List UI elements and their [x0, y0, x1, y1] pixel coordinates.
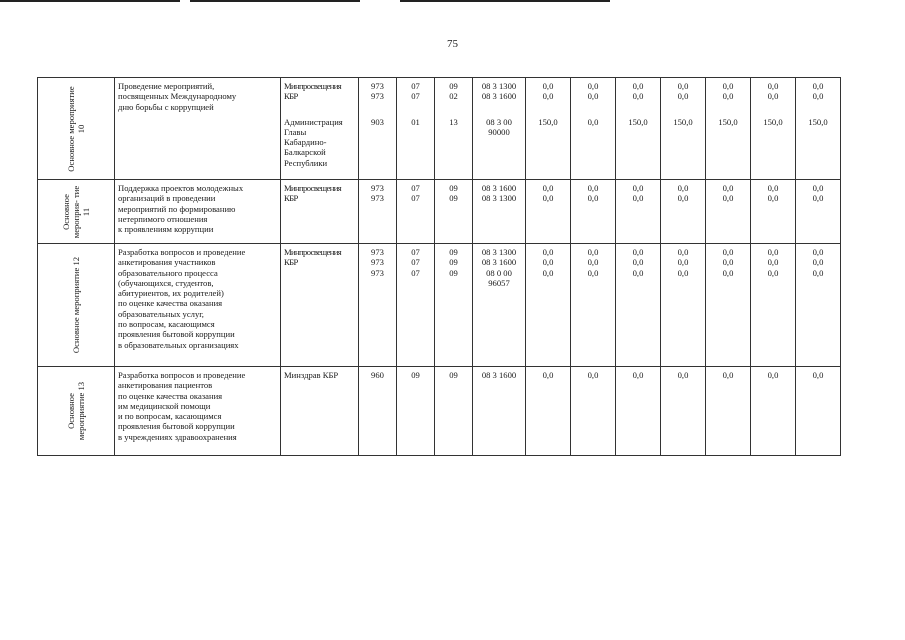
value-cell: 150,0: [751, 109, 796, 180]
value-cell: 0,0 0,0: [796, 180, 841, 244]
value-cell: 0,0 0,0 0,0: [571, 244, 616, 367]
value-cell: 0,0: [571, 367, 616, 456]
value-cell: 150,0: [796, 109, 841, 180]
value-cell: 0,0 0,0: [616, 78, 661, 109]
value-cell: 0,0 0,0: [661, 180, 706, 244]
value-cell: 0,0 0,0 0,0: [706, 244, 751, 367]
value-cell: 0,0: [796, 367, 841, 456]
event-label-cell: [38, 367, 115, 456]
rz-cell: 01: [397, 109, 435, 180]
csr-cell: 08 3 1300 08 3 1600 08 0 00 96057: [473, 244, 526, 367]
scan-artifact-line: [0, 0, 180, 2]
value-cell: 150,0: [526, 109, 571, 180]
value-cell: 150,0: [706, 109, 751, 180]
executor: Администрация Главы Кабардино- Балкарской Республики: [281, 109, 359, 180]
value-cell: 0,0: [706, 367, 751, 456]
executor-cell: [281, 78, 359, 109]
scan-artifact-line: [190, 0, 360, 2]
value-cell: 0,0 0,0 0,0: [751, 244, 796, 367]
grbs-cell: 973 973: [359, 78, 397, 109]
budget-table: [37, 77, 841, 456]
value-cell: 150,0: [616, 109, 661, 180]
value-cell: 0,0: [751, 367, 796, 456]
executor-cell: [281, 244, 359, 367]
rz-cell: 09: [397, 367, 435, 456]
event-label: Основное мероприя- тие 11: [61, 185, 91, 238]
value-cell: 0,0 0,0: [796, 78, 841, 109]
value-cell: 0,0 0,0 0,0: [526, 244, 571, 367]
table-row: [38, 78, 841, 109]
value-cell: 0,0 0,0: [526, 180, 571, 244]
executor: Минпросвещения КБР: [284, 247, 342, 268]
csr-cell: 08 3 00 90000: [473, 109, 526, 180]
value-cell: 0,0 0,0: [706, 180, 751, 244]
executor-cell: [281, 180, 359, 244]
table-row: [38, 367, 841, 456]
csr-cell: 08 3 1600 08 3 1300: [473, 180, 526, 244]
pr-cell: 09 09: [435, 180, 473, 244]
csr-cell: 08 3 1300 08 3 1600: [473, 78, 526, 109]
value-cell: 0,0 0,0: [526, 78, 571, 109]
event-description: Разработка вопросов и проведение анкетирования пациентов по оценке качества оказания им медицинской помощи и по вопросам, касающимся проявления бытовой коррупции в учреждениях здравоохранения: [115, 367, 281, 456]
value-cell: 0,0 0,0: [751, 78, 796, 109]
grbs-cell: 903: [359, 109, 397, 180]
pr-cell: 09 02: [435, 78, 473, 109]
pr-cell: 13: [435, 109, 473, 180]
rz-cell: 07 07 07: [397, 244, 435, 367]
value-cell: 0,0 0,0: [751, 180, 796, 244]
event-label-cell: [38, 180, 115, 244]
event-label-cell: [38, 78, 115, 180]
rz-cell: 07 07: [397, 180, 435, 244]
value-cell: 0,0 0,0: [571, 180, 616, 244]
executor: Минздрав КБР: [281, 367, 359, 456]
value-cell: 0,0 0,0: [706, 78, 751, 109]
value-cell: 150,0: [661, 109, 706, 180]
value-cell: 0,0: [526, 367, 571, 456]
event-description: Поддержка проектов молодежных организаций в проведении мероприятий по формированию нетерпимого отношения к проявлениям коррупции: [115, 180, 281, 244]
grbs-cell: 973 973: [359, 180, 397, 244]
value-cell: 0,0: [616, 367, 661, 456]
page-number: 75: [447, 38, 458, 50]
event-label: Основное мероприятие 13: [66, 381, 86, 441]
table-row: [38, 244, 841, 367]
pr-cell: 09 09 09: [435, 244, 473, 367]
value-cell: 0,0 0,0: [661, 78, 706, 109]
value-cell: 0,0 0,0: [616, 180, 661, 244]
value-cell: 0,0 0,0 0,0: [616, 244, 661, 367]
event-label: Основное мероприятие 12: [71, 256, 81, 354]
value-cell: 0,0 0,0: [571, 78, 616, 109]
value-cell: 0,0 0,0 0,0: [796, 244, 841, 367]
csr-cell: 08 3 1600: [473, 367, 526, 456]
value-cell: 0,0 0,0 0,0: [661, 244, 706, 367]
grbs-cell: 973 973 973: [359, 244, 397, 367]
scan-artifact-line: [400, 0, 610, 2]
pr-cell: 09: [435, 367, 473, 456]
executor: Минпросвещения КБР: [284, 81, 342, 102]
value-cell: 0,0: [661, 367, 706, 456]
table-row: [38, 180, 841, 244]
event-description: Проведение мероприятий, посвященных Международному дню борьбы с коррупцией: [115, 78, 281, 180]
grbs-cell: 960: [359, 367, 397, 456]
event-description: Разработка вопросов и проведение анкетирования участников образовательного процесса (обучающихся, студентов, абитуриентов, их родителей) по оценке качества оказания образовательных услуг, по вопросам, касающимся проявления бытовой коррупции в образовательных организациях: [115, 244, 281, 367]
event-label: Основное мероприятие 10: [66, 85, 86, 172]
rz-cell: 07 07: [397, 78, 435, 109]
value-cell: 0,0: [571, 109, 616, 180]
executor: Минпросвещения КБР: [284, 183, 342, 204]
event-label-cell: [38, 244, 115, 367]
